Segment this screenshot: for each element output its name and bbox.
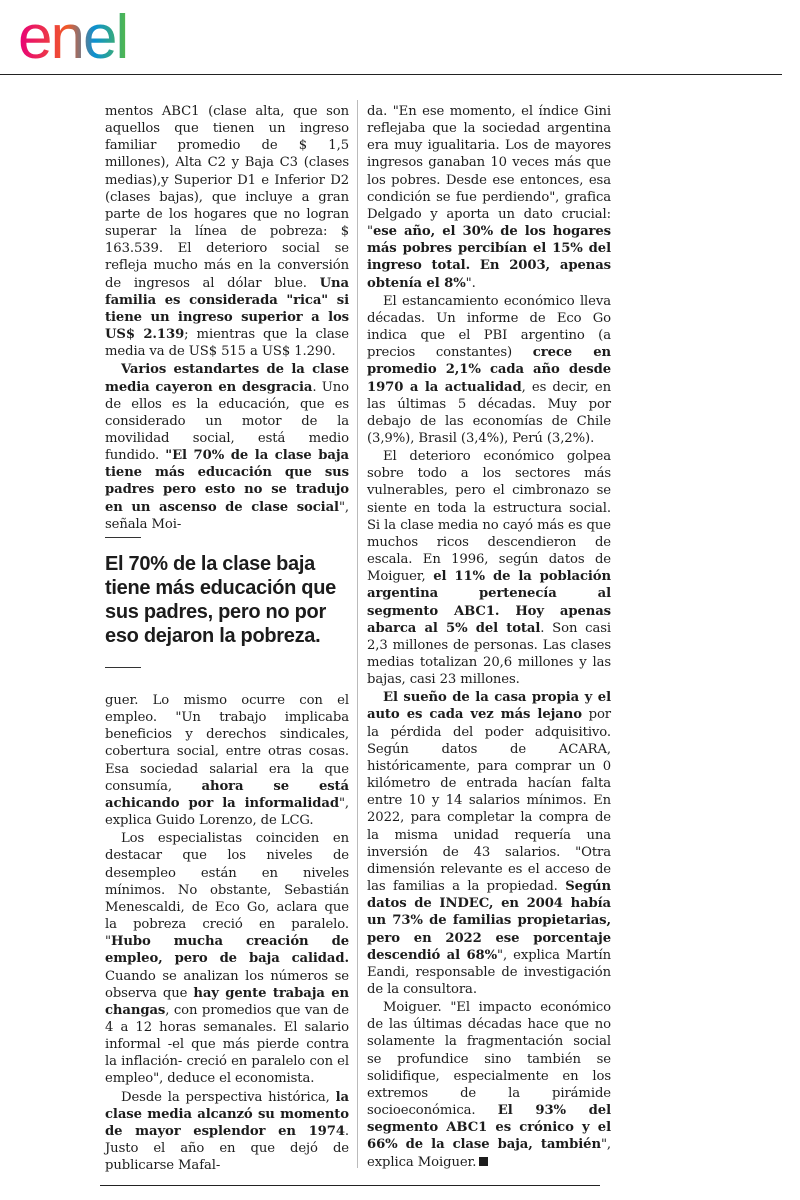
text-run: El estancamiento económico lleva décadas. Un informe de Eco Go indica que el PBI argentino (a precios constantes) — [367, 293, 611, 361]
text-run: ". — [465, 275, 476, 291]
text-run: Los especialistas coinciden en destacar que los niveles de desempleo están en niveles mínimos. No obstante, Sebastián Menescaldi, de Eco Go, aclara que la pobreza creció en paralelo. " — [105, 831, 349, 950]
paragraph — [105, 361, 349, 533]
paragraph — [105, 692, 349, 829]
enel-logo — [18, 6, 198, 70]
paragraph — [367, 103, 611, 292]
bold-text: hay gente trabaja en changas — [105, 985, 349, 1018]
text-run: mentos ABC1 (clase alta, que son aquellos que tienen un ingreso familiar promedio de $ 1,5 millones), Alta C2 y Baja C3 (clases medias),y Superior D1 e Inferior D2 (clases bajas), que incluye a gran parte de los hogares que no logran superar la línea de pobreza: $ 163.539. El deterioro social se refleja mucho más en la conversión de ingresos al dólar blue. — [105, 104, 349, 291]
bold-text: ahora se está achicando por la informalidad — [105, 778, 349, 811]
end-mark-icon — [479, 1157, 488, 1166]
bold-text: Hubo mucha creación de empleo, pero de baja calidad. — [105, 934, 349, 967]
bold-text: "El 70% de la clase baja tiene más educación que sus padres pero esto no se tradujo en un ascenso de clase social — [105, 448, 349, 515]
paragraph — [105, 103, 349, 360]
footer-rule — [100, 1185, 600, 1186]
text-run: . Justo el año en que dejó de publicarse Mafal- — [105, 1123, 349, 1174]
pull-quote: El 70% de la clase baja tiene más educación que sus padres, pero no por eso dejaron la pobreza. — [105, 553, 336, 647]
column-1 — [105, 103, 349, 534]
text-run: ", explica Moiguer. — [367, 1137, 611, 1170]
column-divider — [357, 100, 358, 1168]
bold-text: Varios estandartes de la clase media cayeron en desgracia — [105, 362, 349, 395]
paragraph — [367, 689, 611, 998]
text-run: ; mientras que la clase media va de US$ 515 a US$ 1.290. — [105, 327, 350, 360]
text-run: . Son casi 2,3 millones de personas. Las clases medias totalizan 20,6 millones y las bajas, casi 23 millones. — [367, 620, 611, 688]
text-run: guer. Lo mismo ocurre con el empleo. "Un trabajo implicaba beneficios y derechos sindicales, cobertura social, entre otras cosas. Esa sociedad salarial era la que consumía, — [105, 693, 349, 794]
bold-text: El 93% del segmento ABC1 es crónico y el 66% de la clase baja, también — [367, 1103, 611, 1153]
text-run: por la pérdida del poder adquisitivo. Según datos de ACARA, históricamente, para comprar un 0 kilómetro de entrada hacían falta entre 10 y 14 salarios mínimos. En 2022, para completar la compra de la misma unidad requería una inversión de 43 salarios. "Otra dimensión relevante es el acceso de las familias a la propiedad. — [367, 707, 612, 895]
paragraph — [105, 830, 349, 1087]
text-run: . Uno de ellos es la educación, que es considerado un motor de la movilidad social, está medio fundido. — [105, 379, 349, 464]
paragraph — [105, 1089, 349, 1175]
bold-text: Una familia es considerada "rica" si tiene un ingreso superior a los US$ 2.139 — [105, 275, 349, 343]
text-run: ", señala Moi- — [105, 499, 349, 532]
column-2 — [367, 103, 611, 1172]
bold-text: El sueño de la casa propia y el auto es cada vez más lejano — [367, 690, 611, 723]
bold-text: ese año, el 30% de los hogares más pobres percibían el 15% del ingreso total. En 2003, apenas obtenía el 8% — [367, 224, 611, 291]
bold-text: el 11% de la población argentina pertenecía al segmento ABC1. Hoy apenas abarca al 5% del total — [367, 569, 611, 636]
header-rule — [0, 74, 782, 75]
text-run: Moiguer. "El impacto económico de las últimas décadas hace que no solamente la fragmentación social se profundice sino también se solidifique, especialmente en los extremos de la pirámide socioeconómica. — [367, 1000, 611, 1119]
pull-quote-top-rule — [105, 537, 141, 538]
logo-text: enel — [18, 6, 128, 70]
text-run: Desde la perspectiva histórica, — [121, 1089, 336, 1105]
bold-text: Según datos de INDEC, en 2004 había un 73% de familias propietarias, pero en 2022 ese porcentaje descendió al 68% — [367, 879, 611, 963]
text-run: El deterioro económico golpea sobre todo a los sectores más vulnerables, pero el cimbronazo se siente en toda la estructura social. Si la clase media no cayó más es que muchos ricos descendieron de escala. En 1996, según datos de Moiguer, — [367, 449, 611, 585]
paragraph — [367, 448, 611, 688]
column-1-continued — [105, 692, 349, 1175]
bold-text: crece en promedio 2,1% cada año desde 1970 a la actualidad — [367, 345, 611, 395]
text-run: , es decir, en las últimas 5 décadas. Muy por debajo de las economías de Chile (3,9%), Brasil (3,4%), Perú (3,2%). — [367, 379, 611, 446]
pull-quote-bottom-rule — [105, 667, 141, 668]
text-run: da. "En ese momento, el índice Gini reflejaba que la sociedad argentina era muy igualitaria. Los de mayores ingresos ganaban 10 veces más que los pobres. Desde ese entonces, esa condición se fue perdiendo", grafica Delgado y aporta un dato crucial: " — [367, 104, 611, 240]
paragraph — [367, 293, 611, 447]
paragraph — [367, 999, 611, 1171]
text-run: ", explica Martín Eandi, responsable de investigación de la consultora. — [367, 947, 611, 997]
bold-text: la clase media alcanzó su momento de mayor esplendor en 1974 — [105, 1089, 349, 1139]
text-run: Cuando se analizan los números se observa que — [105, 968, 349, 1001]
text-run: , con promedios que van de 4 a 12 horas semanales. El salario informal -el que más pierde contra la inflación- creció en paralelo con el empleo", deduce el economista. — [105, 1002, 349, 1087]
text-run: ", explica Guido Lorenzo, de LCG. — [105, 795, 349, 829]
